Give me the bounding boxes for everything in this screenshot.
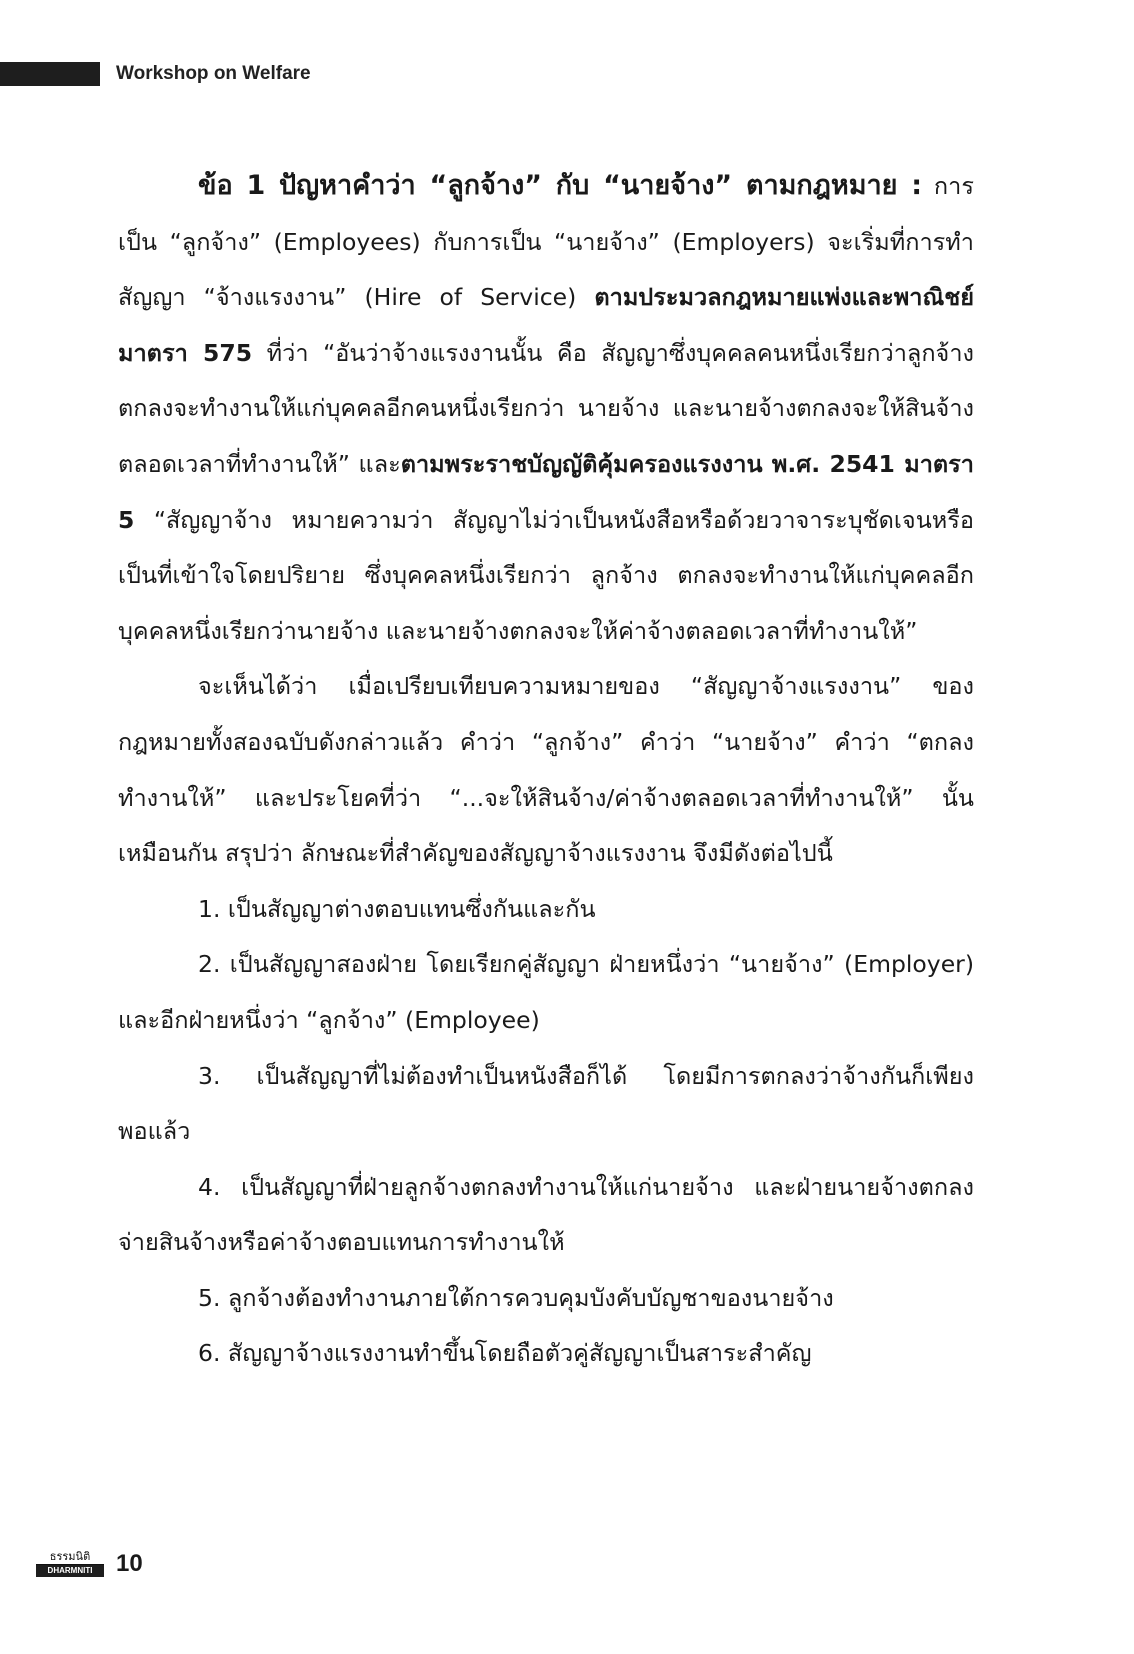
list-item: 5. ลูกจ้างต้องทำงานภายใต้การควบคุมบังคับบัญชาของนายจ้าง [198, 1283, 834, 1312]
running-header-title: Workshop on Welfare [116, 63, 311, 84]
page-number: 10 [116, 1550, 143, 1577]
list-item: 1. เป็นสัญญาต่างตอบแทนซึ่งกันและกัน [198, 894, 596, 923]
body-text [118, 158, 974, 1382]
paragraph-1-text-c: “สัญญาจ้าง หมายความว่า สัญญาไม่ว่าเป็นหนังสือหรือด้วยวาจาระบุชัดเจนหรือเป็นที่เข้าใจโดยปริยาย ซึ่งบุคคลหนึ่งเรียกว่า ลูกจ้าง ตกลงจะทำงานให้แก่บุคคลอีกบุคคลหนึ่งเรียกว่านายจ้าง และนายจ้างตกลงจะให้ค่าจ้างตลอดเวลาที่ทำงานให้” [118, 505, 974, 645]
list-item: 6. สัญญาจ้างแรงงานทำขึ้นโดยถือตัวคู่สัญญาเป็นสาระสำคัญ [198, 1339, 812, 1368]
list-item: 2. เป็นสัญญาสองฝ่าย โดยเรียกคู่สัญญา ฝ่ายหนึ่งว่า “นายจ้าง” (Employer) และอีกฝ่ายหนึ่งว่า “ลูกจ้าง” (Employee) [118, 950, 974, 1034]
paragraph-1-text-b: ที่ว่า “อันว่าจ้างแรงงานนั้น คือ สัญญาซึ่งบุคคลคนหนึ่งเรียกว่าลูกจ้างตกลงจะทำงานให้แก่บุคคลอีกคนหนึ่งเรียกว่า นายจ้าง และนายจ้างตกลงจะให้สินจ้างตลอดเวลาที่ทำงานให้” และ [118, 338, 974, 478]
paragraph-2: จะเห็นได้ว่า เมื่อเปรียบเทียบความหมายของ “สัญญาจ้างแรงงาน” ของกฎหมายทั้งสองฉบับดังกล่าวแล้ว คำว่า “ลูกจ้าง” คำว่า “นายจ้าง” คำว่า “ตกลงทำงานให้” และประโยคที่ว่า “...จะให้สินจ้าง/ค่าจ้างตลอดเวลาที่ทำงานให้” นั้นเหมือนกัน สรุปว่า ลักษณะที่สำคัญของสัญญาจ้างแรงงาน จึงมีดังต่อไปนี้ [118, 672, 974, 868]
paragraph-1-text-a: การเป็น “ลูกจ้าง” (Employees) กับการเป็น “นายจ้าง” (Employers) จะเริ่มที่การทำสัญญา “จ้างแรงงาน” (Hire of Service) [118, 172, 974, 312]
publisher-logo-thai: ธรรมนิติ [36, 1550, 104, 1565]
labour-act-reference: ตามพระราชบัญญัติคุ้มครองแรงงาน พ.ศ. 2541 มาตรา 5 [118, 449, 974, 534]
civil-code-reference: ตามประมวลกฎหมายแพ่งและพาณิชย์ มาตรา 575 [118, 283, 974, 367]
paragraph-1 [118, 158, 974, 659]
publisher-logo-latin: DHARMNITI [36, 1565, 104, 1577]
section-lead: ข้อ 1 ปัญหาคำว่า “ลูกจ้าง” กับ “นายจ้าง” ตามกฎหมาย : [198, 170, 923, 201]
list-item: 4. เป็นสัญญาที่ฝ่ายลูกจ้างตกลงทำงานให้แก่นายจ้าง และฝ่ายนายจ้างตกลงจ่ายสินจ้างหรือค่าจ้างตอบแทนการทำงานให้ [118, 1172, 974, 1257]
header-bar [0, 62, 100, 86]
publisher-logo [36, 1550, 104, 1578]
list-item: 3. เป็นสัญญาที่ไม่ต้องทำเป็นหนังสือก็ได้ โดยมีการตกลงว่าจ้างกันก็เพียงพอแล้ว [118, 1061, 974, 1146]
